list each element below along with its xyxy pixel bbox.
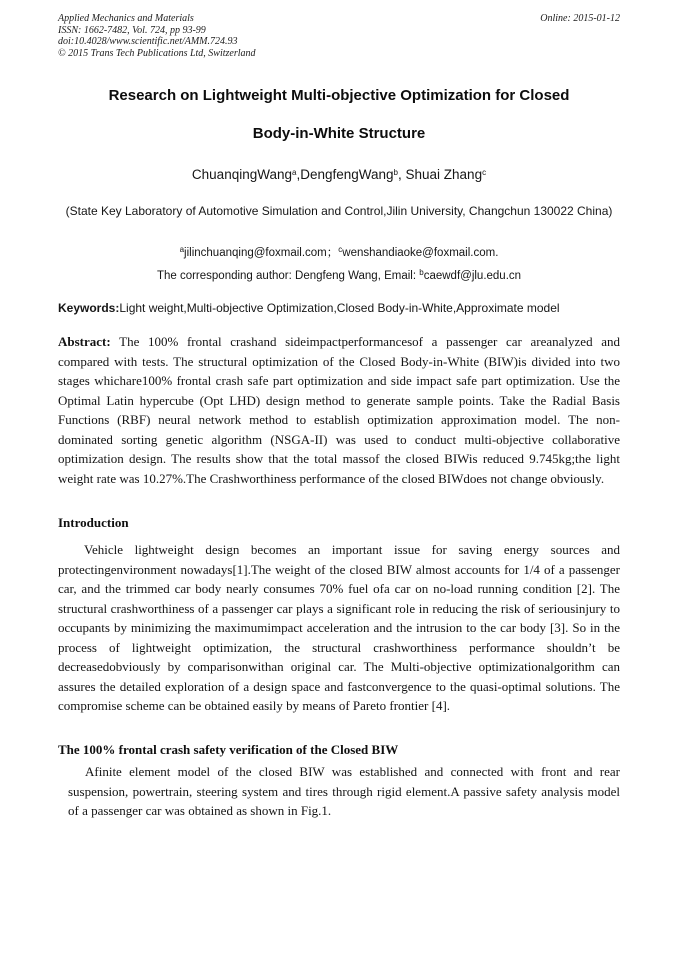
journal-name: Applied Mechanics and Materials	[58, 13, 194, 24]
introduction-paragraph: Vehicle lightweight design becomes an important issue for saving energy sources and protectingenvironment nowadays[1].The weight of the closed BIW almost accounts for 1/4 of a passenger car, and the trimmed car body nearly consumes 70% fuel ofa car on no-load running condition [2]. The structural crashworthiness of a passenger car plays a significant role in reducing the risk of seriousinjury to occupants by minimizing the maximumimpact acceleration and the intrusion to the car body [3]. So in the process of lightweight optimization, the structural crashworthiness performance shouldn’t be decreasedobviously by comparisonwithan original car. The Multi-objective optimizationalgorithm can assures the detailed exploration of a design space and fastconvergence to the quasi-optimal solutions. The compromise scheme can be obtained easily by means of Pareto frontier [4].	[58, 542, 620, 713]
author-name-2: DengfengWang	[300, 167, 394, 182]
paper-title-line1: Research on Lightweight Multi-objective Optimization for Closed	[108, 87, 570, 104]
email-separator: ；	[326, 247, 339, 259]
emails-line	[58, 246, 620, 261]
paper-title-line2: Body-in-White Structure	[252, 125, 426, 142]
author-superscript-a: a	[292, 168, 297, 177]
corresponding-superscript-b: b	[419, 268, 424, 277]
author-name-3: Shuai Zhang	[405, 167, 483, 182]
online-date: Online: 2015-01-12	[540, 13, 620, 24]
author-superscript-b: b	[393, 168, 398, 177]
keywords-label: Keywords:	[58, 301, 120, 315]
corresponding-prefix: The corresponding author: Dengfeng Wang, Email:	[156, 270, 420, 282]
corresponding-email: caewdf@jlu.edu.cn	[423, 270, 522, 282]
copyright-line: © 2015 Trans Tech Publications Ltd, Switzerland	[58, 47, 256, 59]
keywords-text: Light weight,Multi-objective Optimization,Closed Body-in-White,Approximate model	[119, 301, 560, 315]
issn-line: ISSN: 1662-7482, Vol. 724, pp 93-99	[58, 24, 206, 36]
email-address-2: wenshandiaoke@foxmail.com.	[342, 247, 499, 259]
email-superscript-c: c	[338, 245, 343, 254]
abstract-label: Abstract:	[58, 334, 111, 349]
abstract-paragraph	[58, 332, 620, 488]
doi-line: doi:10.4028/www.scientific.net/AMM.724.93	[58, 36, 238, 47]
keywords-line	[58, 301, 620, 316]
journal-header	[58, 13, 620, 59]
corresponding-author-line	[58, 269, 620, 284]
author-superscript-c: c	[482, 168, 487, 177]
section-heading-introduction: Introduction	[58, 515, 129, 530]
authors-line	[58, 166, 620, 186]
abstract-text: The 100% frontal crashand sideimpactperformancesof a passenger car areanalyzed and compared with tests. The structural optimization of the Closed Body-in-White (BIW)is divided into two stages whichare100% frontal crash safe part optimization and side impact safe part optimization. Use the Optimal Latin hypercube (Opt LHD) design method to generate sample points. Take the Radial Basis Functions (RBF) neural network method to establish optimization approximation model. The non-dominated sorting genetic algorithm (NSGA-II) was used to conduct multi-objective collaborative optimization design. The results show that the total massof the closed BIWis reduced 9.745kg;the light weight rate was 10.27%.The Crashworthiness performance of the closed BIWdoes not change obviously.	[58, 334, 620, 486]
author-separator-1: ,	[296, 167, 301, 182]
email-address-1: jilinchuanqing@foxmail.com	[184, 247, 327, 259]
author-separator-2: ,	[398, 167, 406, 182]
affiliation: (State Key Laboratory of Automotive Simulation and Control,Jilin University, Changchun 130022 China)	[65, 204, 613, 218]
email-superscript-a: a	[179, 245, 185, 254]
section-heading-frontal-crash: The 100% frontal crash safety verification of the Closed BIW	[58, 742, 399, 757]
frontal-crash-paragraph: Afinite element model of the closed BIW was established and connected with front and rear suspension, powertrain, steering system and tires through rigid element.A passive safety analysis model of a passenger car was obtained as shown in Fig.1.	[68, 764, 620, 818]
author-name-1: ChuanqingWang	[191, 167, 292, 182]
